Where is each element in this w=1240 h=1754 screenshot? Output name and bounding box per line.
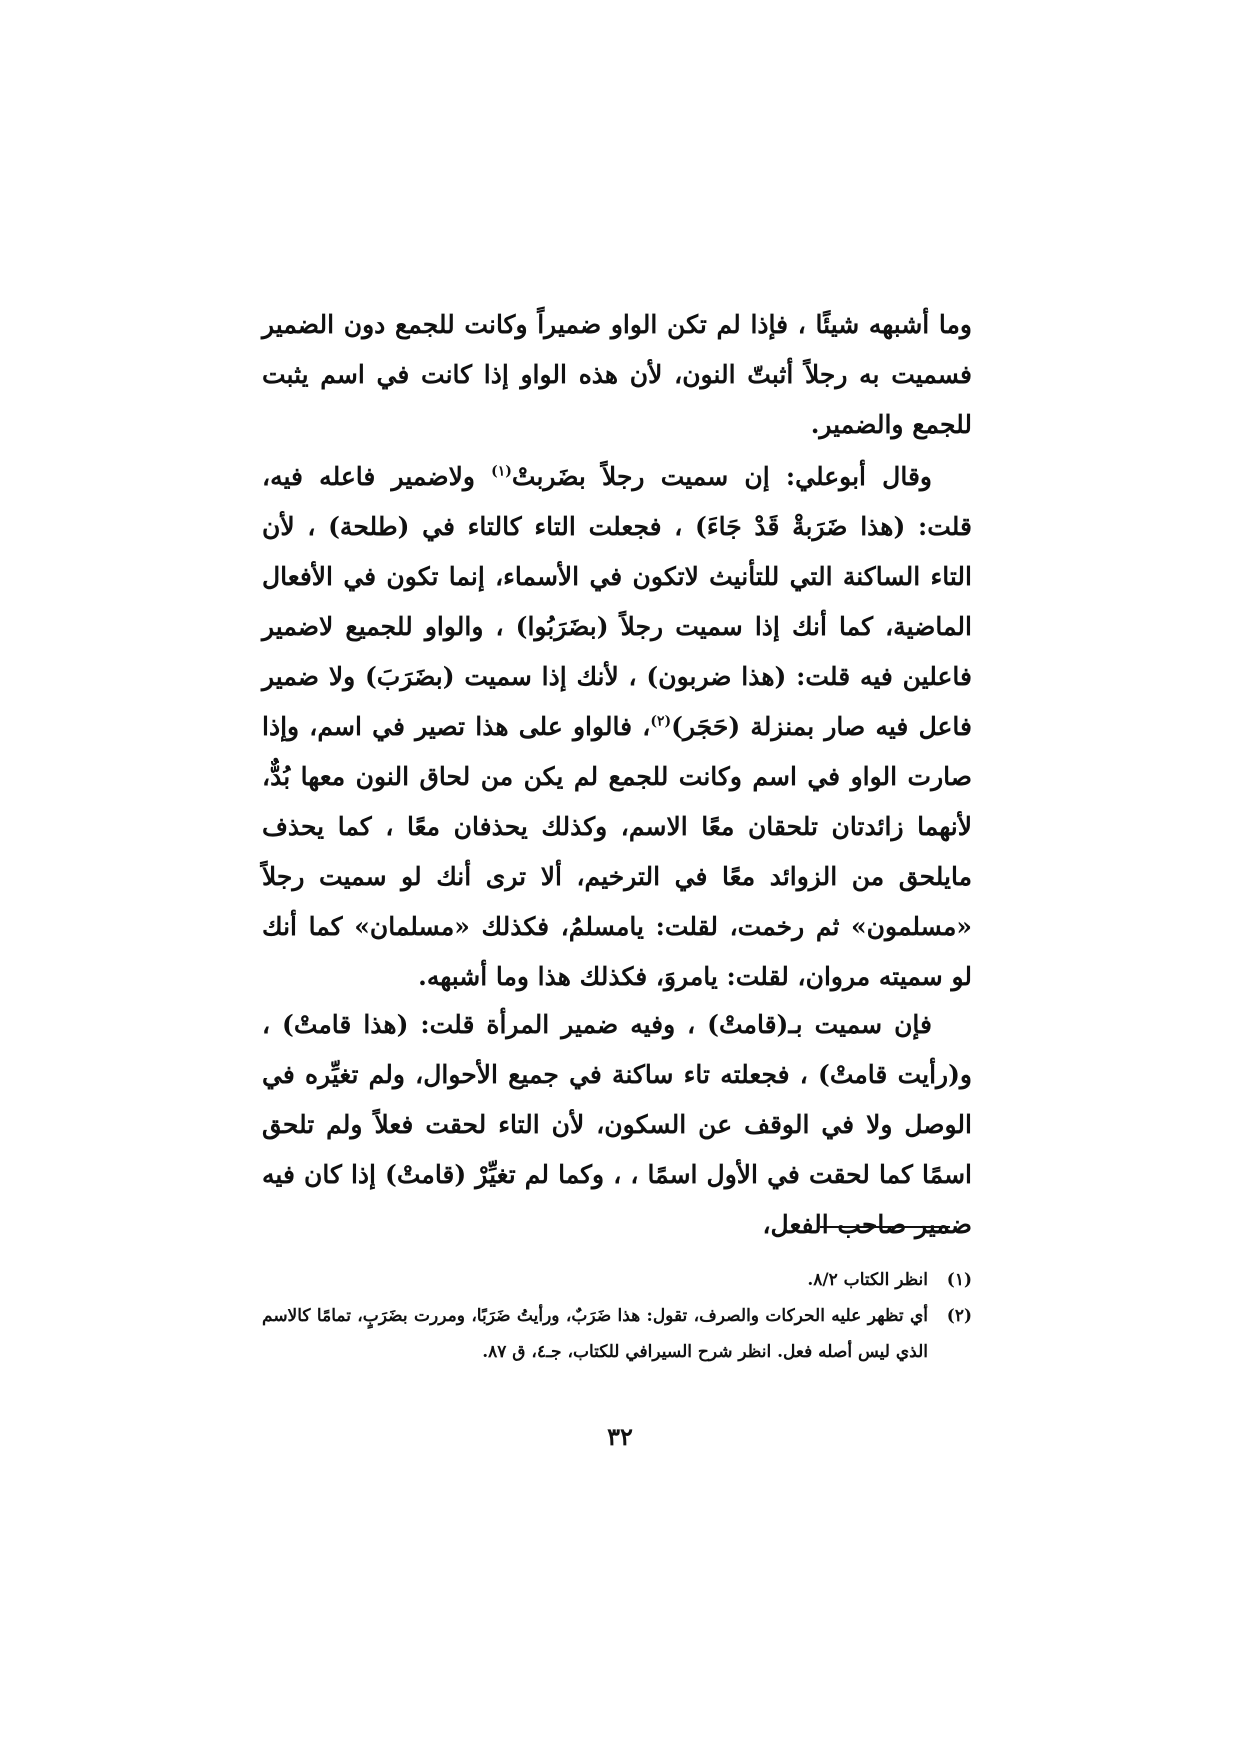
- paragraph-3: [262, 1000, 972, 1250]
- paragraph-1: [262, 300, 972, 450]
- paragraph-1-text: وما أشبهه شيئًا ، فإذا لم تكن الواو ضميراً وكانت للجمع دون الضمير فسميت به رجلاً أثبتّ النون، لأن هذه الواو إذا كانت في اسم يثبت للجمع والضمير.: [262, 310, 972, 439]
- paragraph-3-text: فإن سميت بـ(قامتْ) ، وفيه ضمير المرأة قلت: (هذا قامتْ) ، و(رأيت قامتْ) ، فجعلته تاء ساكنة في جميع الأحوال، ولم تغيِّره في الوصل ولا في الوقف عن السكون، لأن التاء لحقت فعلاً ولم تلحق اسمًا كما لحقت في الأول اسمًا ، ، وكما لم تغيِّرْ (قامتْ) إذا كان فيه ضمير صاحب الفعل،: [262, 1010, 972, 1239]
- footnote-1-number: (١): [946, 1270, 972, 1290]
- footnote-1-text: انظر الكتاب ٨/٢.: [807, 1270, 928, 1290]
- footnote-2: [262, 1298, 972, 1370]
- paragraph-2-text: [262, 452, 972, 1002]
- paragraph-2-part-b: ولاضمير فاعله فيه، قلت: (هذا ضَرَبةْ قَدْ جَاءَ) ، فجعلت التاء كالتاء في (طلحة) ، لأن التاء الساكنة التي للتأنيث لاتكون في الأسماء، إنما تكون في الأفعال الماضية، كما أنك إذا سميت رجلاً (بضَرَبُوا) ، والواو للجميع لاضمير فاعلين فيه قلت: (هذا ضربون) ، لأنك إذا سميت (بضَرَبَ) ولا ضمير فاعل فيه صار بمنزلة (حَجَر): [262, 462, 972, 741]
- page-number: ٣٢: [607, 1422, 633, 1451]
- footnote-2-number: (٢): [946, 1306, 972, 1326]
- paragraph-2: [262, 452, 972, 1002]
- footnote-ref-1: (١): [491, 463, 512, 480]
- paragraph-2-part-a: وقال أبوعلي: إن سميت رجلاً بضَربتْ: [511, 462, 932, 491]
- footnotes: [262, 1262, 972, 1370]
- footnote-separator: [820, 1226, 950, 1228]
- footnote-2-text: أي تظهر عليه الحركات والصرف، تقول: هذا ضَرَبٌ، ورأيتُ ضَرَبًا، ومررت بضَرَبٍ، تمامًا كالاسم الذي ليس أصله فعل. انظر شرح السيرافي للكتاب، جـ٤، ق ٨٧.: [262, 1306, 928, 1362]
- footnote-ref-2: (٢): [650, 713, 672, 730]
- paragraph-2-part-c: ، فالواو على هذا تصير في اسم، وإذا صارت الواو في اسم وكانت للجمع لم يكن من لحاق النون معها بُدٌّ، لأنهما زائدتان تلحقان معًا الاسم، وكذلك يحذفان معًا ، كما يحذف مايلحق من الزوائد معًا في الترخيم، ألا ترى أنك لو سميت رجلاً «مسلمون» ثم رخمت، لقلت: يامسلمُ، فكذلك «مسلمان» كما أنك لو سميته مروان، لقلت: يامروَ، فكذلك هذا وما أشبهه.: [262, 712, 972, 991]
- footnote-1: [262, 1262, 972, 1298]
